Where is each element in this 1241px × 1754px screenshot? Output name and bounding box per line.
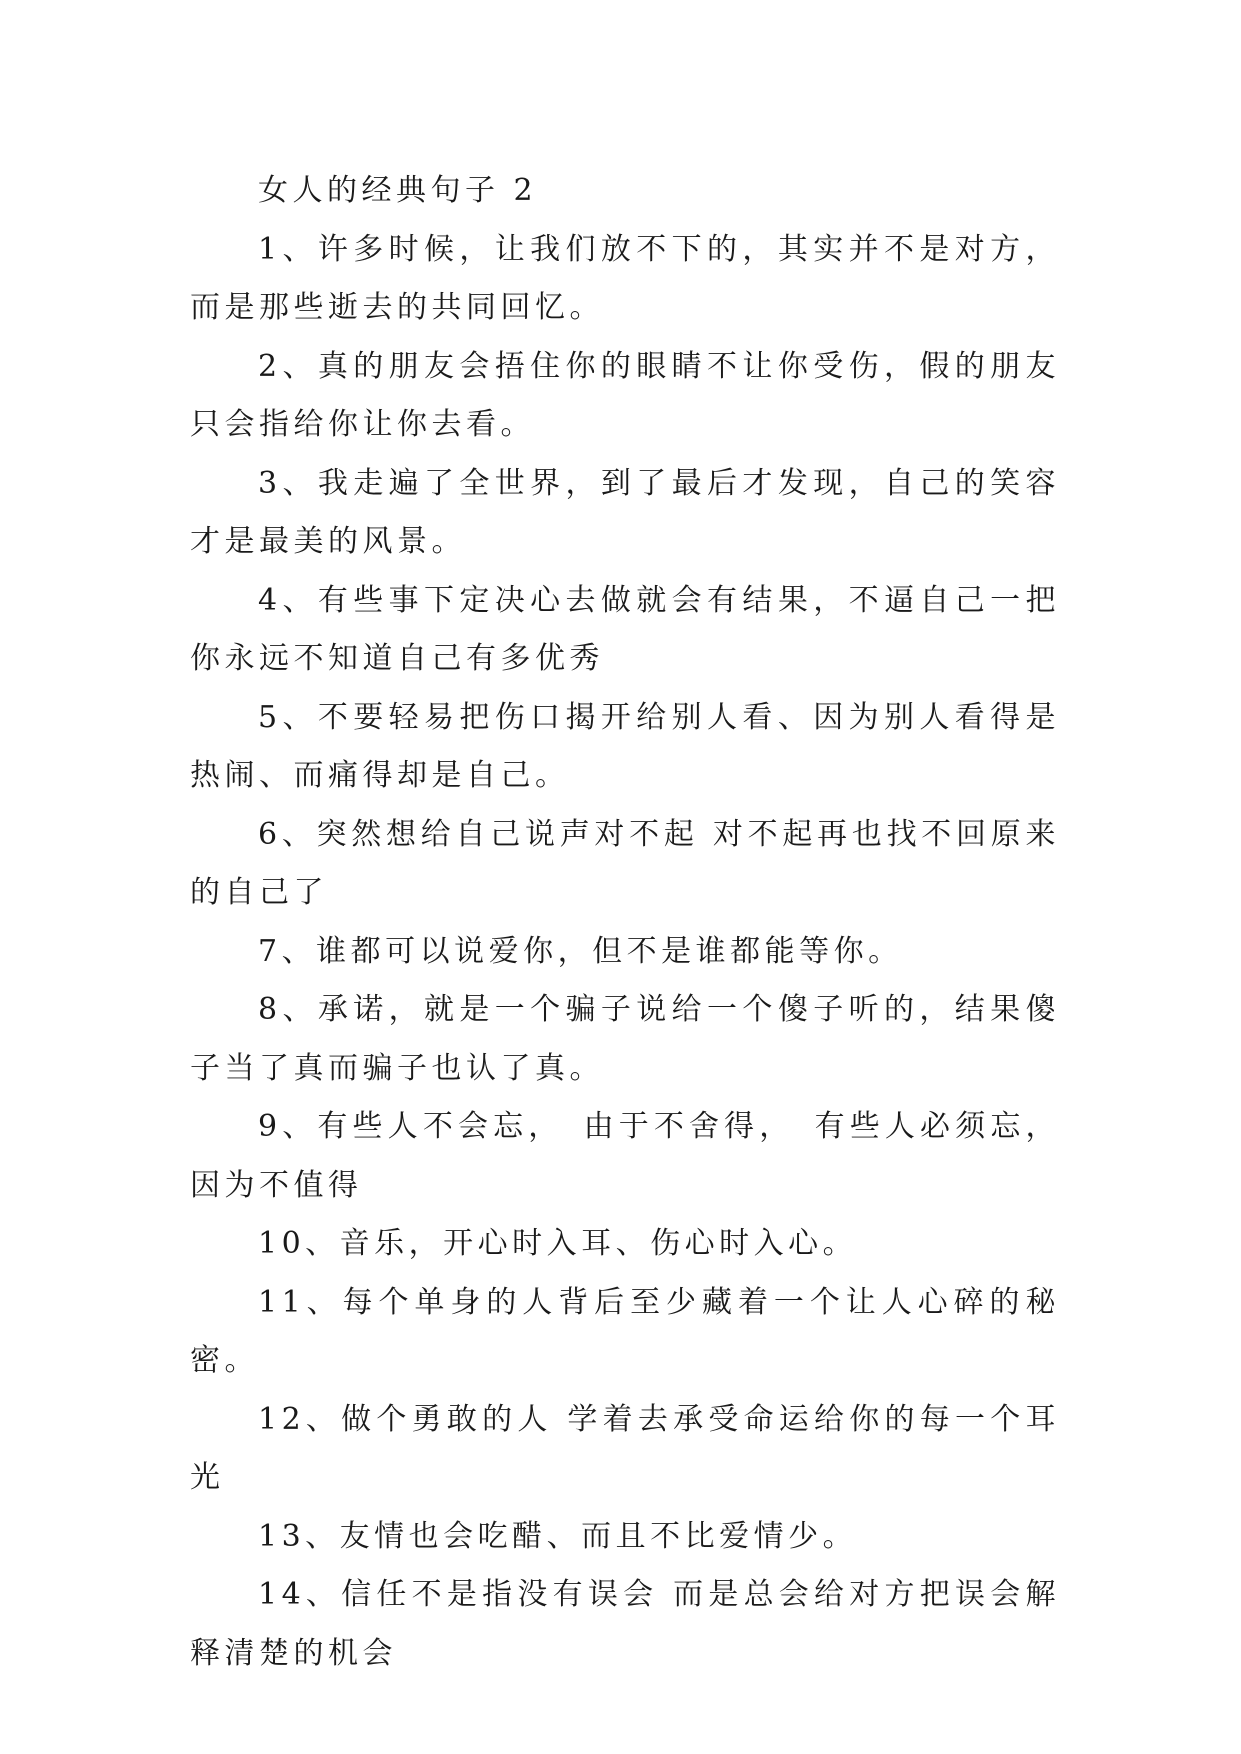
quote-paragraph-6: 6、突然想给自己说声对不起 对不起再也找不回原来的自己了 <box>190 816 1060 910</box>
quote-paragraph-4: 4、有些事下定决心去做就会有结果，不逼自己一把你永远不知道自己有多优秀 <box>190 582 1060 676</box>
quote-paragraph-13: 13、友情也会吃醋、而且不比爱情少。 <box>258 1518 858 1554</box>
document-body <box>190 162 1060 1683</box>
quote-paragraph-3: 3、我走遍了全世界，到了最后才发现，自己的笑容才是最美的风景。 <box>190 465 1060 559</box>
quote-paragraph-2: 2、真的朋友会捂住你的眼睛不让你受伤，假的朋友只会指给你让你去看。 <box>190 348 1060 442</box>
quote-paragraph-9: 9、有些人不会忘， 由于不舍得， 有些人必须忘，因为不值得 <box>190 1109 1060 1203</box>
quote-paragraph-5: 5、不要轻易把伤口揭开给别人看、因为别人看得是热闹、而痛得却是自己。 <box>190 699 1060 793</box>
quote-paragraph-14: 14、信任不是指没有误会 而是总会给对方把误会解释清楚的机会 <box>190 1577 1060 1671</box>
quote-paragraph-12: 12、做个勇敢的人 学着去承受命运给你的每一个耳光 <box>190 1401 1060 1495</box>
quote-paragraph-1: 1、许多时候，让我们放不下的，其实并不是对方，而是那些逝去的共同回忆。 <box>190 231 1060 325</box>
quote-paragraph-11: 11、每个单身的人背后至少藏着一个让人心碎的秘密。 <box>190 1284 1060 1378</box>
quote-paragraph-10: 10、音乐，开心时入耳、伤心时入心。 <box>258 1226 858 1261</box>
document-title: 女人的经典句子 2 <box>258 173 538 208</box>
quote-paragraph-7: 7、谁都可以说爱你，但不是谁都能等你。 <box>258 933 903 969</box>
quote-paragraph-8: 8、承诺，就是一个骗子说给一个傻子听的，结果傻子当了真而骗子也认了真。 <box>190 992 1060 1086</box>
